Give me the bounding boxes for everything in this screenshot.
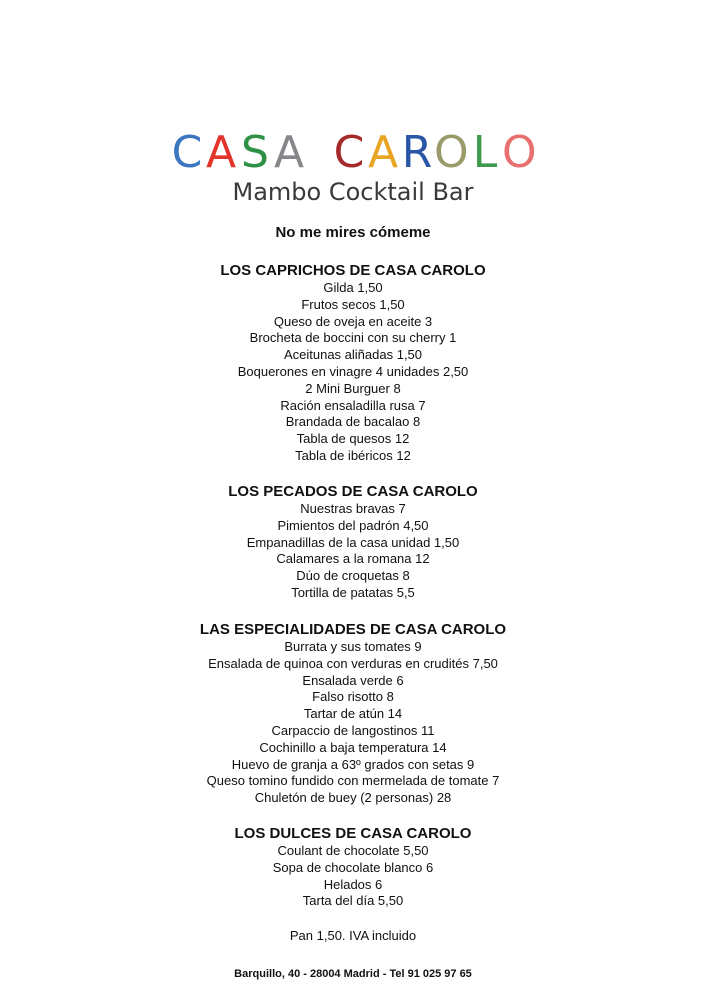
menu-item: Sopa de chocolate blanco 6 bbox=[272, 859, 434, 875]
menu-item: Boquerones en vinagre 4 unidades 2,50 bbox=[237, 363, 469, 379]
menu-item-list bbox=[0, 280, 706, 465]
menu-item: Tarta del día 5,50 bbox=[302, 893, 404, 909]
menu-item: Pimientos del padrón 4,50 bbox=[277, 517, 429, 533]
menu-item: Tabla de quesos 12 bbox=[296, 431, 410, 447]
price-note: Pan 1,50. IVA incluido bbox=[289, 928, 417, 943]
logo-letter: S bbox=[241, 127, 269, 178]
brand-subtitle: Mambo Cocktail Bar bbox=[232, 178, 474, 206]
logo-letter: A bbox=[273, 127, 305, 178]
logo-letter: C bbox=[333, 127, 365, 178]
menu-section-caprichos bbox=[0, 261, 706, 465]
menu-item: Helados 6 bbox=[323, 876, 383, 892]
menu-item: Dúo de croquetas 8 bbox=[296, 568, 410, 584]
menu-item: Ensalada de quinoa con verduras en crudités 7,50 bbox=[208, 655, 498, 671]
menu-item: Brandada de bacalao 8 bbox=[285, 414, 421, 430]
menu-item: Cochinillo a baja temperatura 14 bbox=[259, 739, 447, 755]
menu-section-pecados bbox=[0, 482, 706, 602]
menu-item: Frutos secos 1,50 bbox=[301, 296, 405, 312]
menu-item: Chuletón de buey (2 personas) 28 bbox=[254, 790, 452, 806]
menu-item: Aceitunas aliñadas 1,50 bbox=[283, 347, 423, 363]
logo-letter: C bbox=[171, 127, 203, 178]
section-title: LAS ESPECIALIDADES DE CASA CAROLO bbox=[199, 621, 507, 638]
menu-item: Huevo de granja a 63º grados con setas 9 bbox=[231, 756, 475, 772]
logo-letter: O bbox=[434, 127, 469, 178]
menu-tagline: No me mires cómeme bbox=[275, 224, 431, 241]
menu-item: Queso de oveja en aceite 3 bbox=[273, 313, 433, 329]
logo-letter: R bbox=[401, 127, 433, 178]
address-footer: Barquillo, 40 - 28004 Madrid - Tel 91 025 97 65 bbox=[234, 968, 472, 980]
menu-item: Ensalada verde 6 bbox=[302, 672, 404, 688]
menu-item: Ración ensaladilla rusa 7 bbox=[280, 397, 426, 413]
menu-item: Queso tomino fundido con mermelada de tomate 7 bbox=[206, 773, 500, 789]
menu-item: Tabla de ibéricos 12 bbox=[295, 447, 411, 463]
menu-item-list bbox=[0, 639, 706, 807]
menu-item: Brocheta de boccini con su cherry 1 bbox=[249, 330, 457, 346]
menu-item: Coulant de chocolate 5,50 bbox=[277, 843, 429, 858]
menu-item: Carpaccio de langostinos 11 bbox=[271, 722, 435, 738]
menu-item-list bbox=[0, 501, 706, 602]
logo-letter: L bbox=[472, 127, 498, 178]
logo-letter: A bbox=[205, 127, 237, 178]
menu-item: Tartar de atún 14 bbox=[303, 706, 403, 722]
menu-item: Empanadillas de la casa unidad 1,50 bbox=[246, 534, 460, 550]
section-title: LOS PECADOS DE CASA CAROLO bbox=[228, 483, 478, 500]
section-title: LOS CAPRICHOS DE CASA CAROLO bbox=[220, 262, 486, 279]
menu-item: 2 Mini Burguer 8 bbox=[305, 380, 401, 396]
menu-item: Falso risotto 8 bbox=[312, 689, 394, 705]
section-title: LOS DULCES DE CASA CAROLO bbox=[234, 825, 472, 842]
menu-item: Calamares a la romana 12 bbox=[276, 551, 430, 567]
menu-item: Nuestras bravas 7 bbox=[300, 501, 406, 516]
logo-letter: A bbox=[367, 127, 399, 178]
brand-logo bbox=[0, 128, 706, 178]
menu-item: Tortilla de patatas 5,5 bbox=[291, 584, 415, 600]
menu-section-dulces bbox=[0, 824, 706, 910]
menu-item-list bbox=[0, 843, 706, 910]
menu-item: Gilda 1,50 bbox=[323, 280, 383, 295]
menu-section-especialidades bbox=[0, 620, 706, 807]
menu-item: Burrata y sus tomates 9 bbox=[284, 639, 422, 654]
logo-letter: O bbox=[502, 127, 537, 178]
